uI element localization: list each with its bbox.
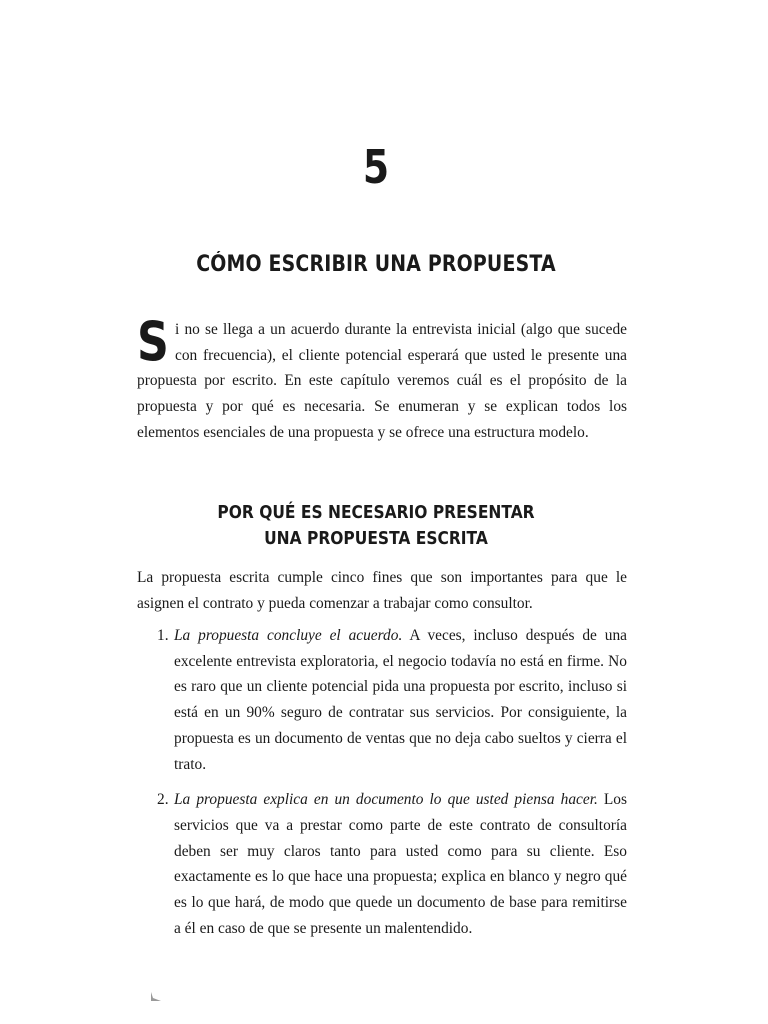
chapter-title: CÓMO ESCRIBIR UNA PROPUESTA [196,252,556,277]
section-paragraph: La propuesta escrita cumple cinco fines que son importantes para que le asignen el contrato y pueda comenzar a trabajar como consultor. [137,569,627,612]
page-corner-mark [150,992,162,1002]
list-item-number: 2. [157,791,169,809]
list-item-number: 1. [157,627,169,644]
list-item-text: A veces, incluso después de una excelente entrevista exploratoria, el negocio todavía no está en firme. No es raro que un cliente potencial pida una propuesta por escrito, incluso si está en un 90% seguro de contratar sus servicios. Por consiguiente, la propuesta es un documento de ventas que no deja cabo sueltos y cierra el trato. [174,627,627,773]
section-heading-line-1: POR QUÉ ES NECESARIO PRESENTAR [217,502,535,523]
list-item [137,787,627,941]
numbered-list [137,623,627,951]
list-item-lead: La propuesta concluye el acuerdo. [174,627,403,644]
drop-cap: S [137,310,169,373]
section-heading-line-2: UNA PROPUESTA ESCRITA [264,528,488,549]
list-item-lead: La propuesta explica en un documento lo que usted piensa hacer. [174,791,598,809]
section-heading [53,500,700,552]
list-item-text: Los servicios que va a prestar como parte de este contrato de consultoría deben ser muy claros tanto para usted como para su cliente. Eso exactamente es lo que hace una propuesta; explica en blanco y negro qué es lo que hará, de modo que quede un documento de base para remitirse a él en caso de que se presente un malentendido. [174,791,627,937]
chapter-number: 5 [362,140,390,194]
intro-paragraph [137,310,627,446]
intro-text: i no se llega a un acuerdo durante la entrevista inicial (algo que sucede con frecuencia), el cliente potencial esperará que usted le presente una propuesta por escrito. En este capítulo veremos cuál es el propósito de la propuesta y por qué es necesaria. Se enumeran y se explican todos los elementos esenciales de una propuesta y se ofrece una estructura modelo. [137,321,627,441]
list-item [137,623,627,777]
